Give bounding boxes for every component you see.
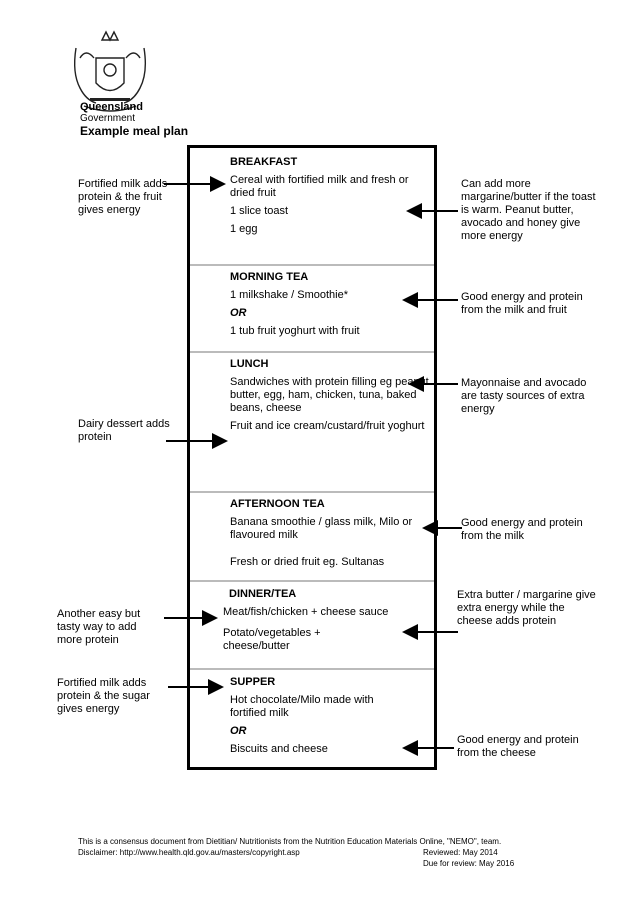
menu-item: Banana smoothie / glass milk, Milo or flavoured milk — [230, 516, 413, 541]
menu-item: 1 slice toast — [230, 205, 289, 217]
footer-disclaimer: Disclaimer: http://www.health.qld.gov.au/masters/copyright.asp — [78, 848, 300, 857]
menu-item: Cereal with fortified milk and fresh or dried fruit — [230, 174, 409, 199]
menu-item: 1 egg — [230, 223, 258, 235]
section-heading: SUPPER — [230, 676, 276, 688]
left-note: Another easy but tasty way to add more protein — [57, 608, 141, 646]
right-note: Good energy and protein from the milk and fruit — [461, 291, 583, 316]
menu-item: Fresh or dried fruit eg. Sultanas — [230, 556, 385, 568]
right-note: Good energy and protein from the milk — [461, 517, 583, 542]
menu-item: Meat/fish/chicken + cheese sauce — [223, 606, 389, 618]
footer-due: Due for review: May 2016 — [423, 859, 515, 868]
right-note: Extra butter / margarine give extra energy while the cheese adds protein — [457, 589, 596, 627]
section-heading: DINNER/TEA — [229, 588, 297, 600]
menu-item: Sandwiches with protein filling eg peanut butter, egg, ham, chicken, tuna, baked beans, cheese — [230, 376, 429, 414]
left-note: Fortified milk adds protein & the fruit gives energy — [78, 178, 168, 216]
logo-line1: Queensland — [80, 101, 143, 113]
section-heading: MORNING TEA — [230, 271, 309, 283]
or-label: OR — [230, 725, 247, 737]
menu-item: 1 tub fruit yoghurt with fruit — [230, 325, 360, 337]
menu-item: 1 milkshake / Smoothie* — [230, 289, 348, 301]
menu-item: Hot chocolate/Milo made with fortified milk — [230, 694, 374, 719]
section-heading: AFTERNOON TEA — [230, 498, 325, 510]
left-note: Fortified milk adds protein & the sugar gives energy — [57, 677, 150, 715]
or-label: OR — [230, 307, 247, 319]
menu-item: Fruit and ice cream/custard/fruit yoghurt — [230, 420, 425, 432]
right-note: Good energy and protein from the cheese — [457, 734, 579, 759]
menu-item: Biscuits and cheese — [230, 743, 328, 755]
section-heading: LUNCH — [230, 358, 269, 370]
footer-consensus: This is a consensus document from Dietitian/ Nutritionists from the Nutrition Education Materials Online, "NEMO", team. — [78, 837, 502, 846]
logo-line2: Government — [80, 113, 136, 124]
footer-reviewed: Reviewed: May 2014 — [423, 848, 498, 857]
menu-item: Potato/vegetables + cheese/butter — [223, 627, 321, 652]
right-note: Mayonnaise and avocado are tasty sources of extra energy — [461, 377, 587, 415]
left-note: Dairy dessert adds protein — [78, 418, 170, 443]
section-heading: BREAKFAST — [230, 156, 298, 168]
right-note: Can add more margarine/butter if the toast is warm. Peanut butter, avocado and honey give more energy — [461, 178, 596, 242]
page-title: Example meal plan — [80, 124, 189, 138]
